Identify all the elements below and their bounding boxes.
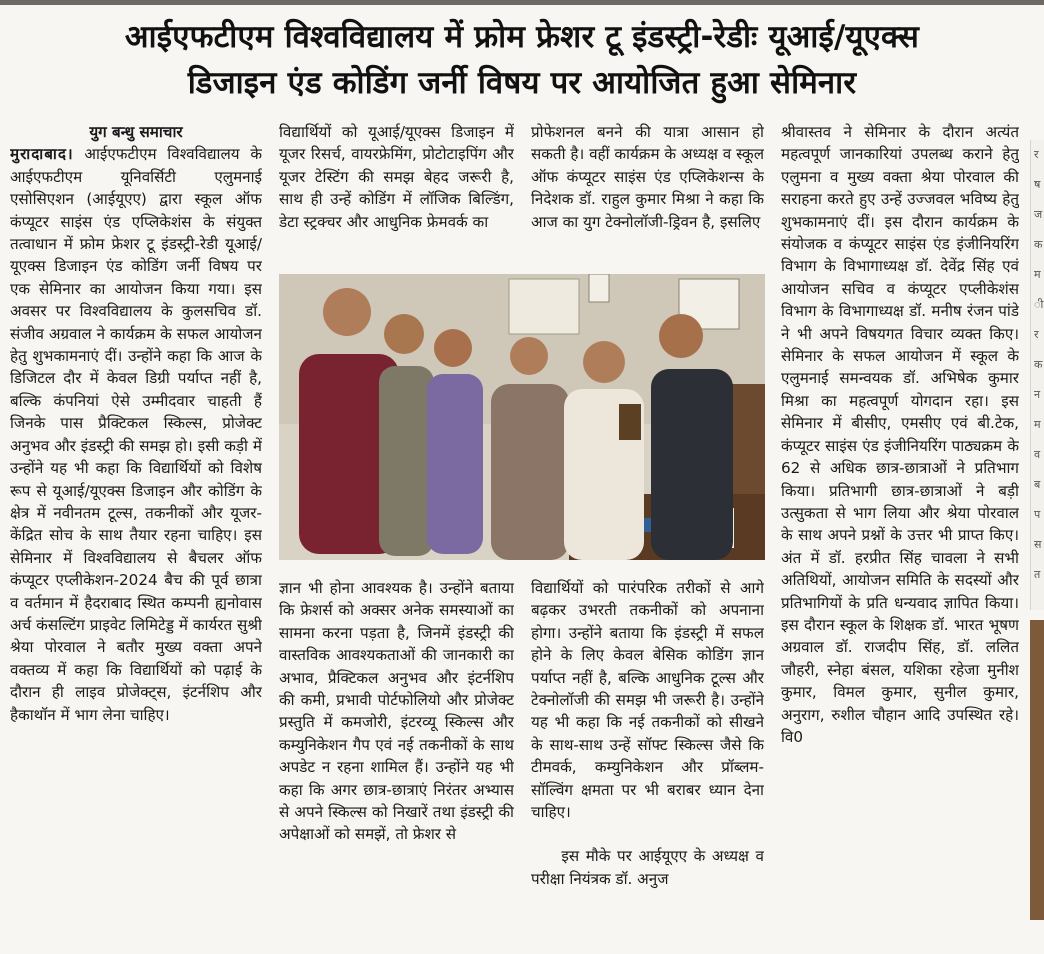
group-photo: [279, 274, 765, 560]
article-column-1: [10, 121, 262, 941]
headline: [0, 14, 1044, 106]
article-paragraph-1: [10, 143, 262, 726]
article-column-2-bottom: [279, 577, 514, 942]
article-text-col3-top: प्रोफेशनल बनने की यात्रा आसान हो सकती है। वहीं कार्यक्रम के अध्यक्ष व स्कूल ऑफ कंप्यूटर साइंस एंड एप्लिकेशन्स के निदेशक डॉ. राहुल कुमार मिश्रा ने कहा कि आज का युग टेक्नोलॉजी-ड्रिवन है, इसलिए: [531, 123, 764, 231]
article-column-3-top: [531, 121, 764, 267]
headline-line-1: आईएफटीएम विश्वविद्यालय में फ्रोम फ्रेशर टू इंडस्ट्री-रेडीः यूआई/यूएक्स: [124, 19, 920, 55]
headline-line-2: डिजाइन एंड कोडिंग जर्नी विषय पर आयोजित हुआ सेमिनार: [187, 65, 857, 101]
adjacent-photo-edge: [1030, 620, 1044, 920]
group-photo-icon: [279, 274, 765, 560]
article-column-3-bottom: [531, 577, 764, 942]
article-text-col2-top: विद्यार्थियों को यूआई/यूएक्स डिजाइन में यूजर रिसर्च, वायरफ्रेमिंग, प्रोटोटाइपिंग और यूजर टेस्टिंग की समझ बेहद जरूरी है, साथ ही उन्हें कोडिंग में लॉजिक बिल्डिंग, डेटा स्ट्रक्चर और आधुनिक फ्रेमवर्क का: [279, 123, 514, 231]
top-edge-strip: [0, 0, 1044, 5]
article-text-col3-bottom-2: [531, 845, 764, 890]
dateline: मुरादाबाद।: [10, 145, 74, 164]
article-text-col4: श्रीवास्तव ने सेमिनार के दौरान अत्यंत महत्वपूर्ण जानकारियां उपलब्ध कराने हेतु एलुमना व मुख्य वक्ता श्रेया पोरवाल की सराहना करते हुए उन्हें उज्जवल भविष्य हेतु शुभकामनाएं दीं। इस दौरान कार्यक्रम के संयोजक व कंप्यूटर साइंस एंड इंजीनियरिंग विभाग के विभागाध्यक्ष डॉ. देवेंद्र सिंह एवं आयोजन सचिव व कंप्यूटर एप्लीकेशंस विभाग के विभागाध्यक्ष डॉ. मनीष रंजन पांडे ने भी अपने विषयगत विचार व्यक्त किए। सेमिनार के सफल आयोजन में स्कूल के एलुमनाई समन्वयक डॉ. अभिषेक कुमार मिश्रा का महत्वपूर्ण योगदान रहा। इस सेमिनार में बीसीए, एमसीए एवं बी.टेक, कंप्यूटर साइंस एंड इंजीनियरिंग पाठ्यक्रम के 62 से अधिक छात्र-छात्राओं ने प्रतिभाग किया। प्रतिभागी छात्र-छात्राओं ने बड़ी उत्सुकता से भाग लिया और श्रेया पोरवाल के साथ अपने प्रश्नों के उत्तर भी प्राप्त किए। अंत में डॉ. हरप्रीत सिंह चावला ने सभी अतिथियों, आयोजन समिति के सदस्यों और प्रतिभागियों के प्रति धन्यवाद ज्ञापित किया। इस दौरान स्कूल के शिक्षक डॉ. भारत भूषण अग्रवाल डॉ. राजदीप सिंह, डॉ. ललित जौहरी, स्नेहा बंसल, यशिका रहेजा मुनीश कुमार, विमल कुमार, सुनील कुमार, अनुराग, रुशील चौहान आदि उपस्थित रहे। वि0: [781, 123, 1019, 746]
article-column-2-top: [279, 121, 514, 267]
article-column-4: [781, 121, 1019, 941]
article-text-col3-closing: इस मौके पर आईयूएए के अध्यक्ष व परीक्षा नियंत्रक डॉ. अनुज: [531, 847, 764, 888]
adjacent-article-edge: र ष ज क म ी र क न म व ब प स त: [1030, 140, 1044, 610]
article-text-col2-bottom: ज्ञान भी होना आवश्यक है। उन्होंने बताया कि फ्रेशर्स को अक्सर अनेक समस्याओं का सामना करना पड़ता है, जिनमें इंडस्ट्री की वास्तविक आवश्यकताओं की जानकारी का अभाव, प्रैक्टिकल अनुभव और इंटर्नशिप की कमी, प्रभावी पोर्टफोलियो और प्रोजेक्ट प्रस्तुति में कमजोरी, इंटरव्यू स्किल्स और कम्युनिकेशन गैप एवं नई तकनीकों के साथ अपडेट न रहना शामिल हैं। उन्होंने यह भी कहा कि अगर छात्र-छात्राएं निरंतर अभ्यास से अपने स्किल्स को निखारें तथा इंडस्ट्री की अपेक्षाओं को समझें, तो फ्रेशर से: [279, 579, 514, 844]
byline: युग बन्धु समाचार: [89, 123, 183, 141]
article-text-col1: आईएफटीएम विश्वविद्यालय के आईएफटीएम यूनिवर्सिटी एलुमनाई एसोसिएशन (आईयूएए) द्वारा स्कूल ऑफ कंप्यूटर साइंस एंड एप्लिकेशंस के संयुक्त तत्वाधान में फ्रोम फ्रेशर टू इंडस्ट्री-रेडी यूआई/यूएक्स डिजाइन एंड कोडिंग जर्नी विषय पर एक सेमिनार का आयोजन किया गया। इस अवसर पर विश्वविद्यालय के कुलसचिव डॉ. संजीव अग्रवाल ने कार्यक्रम के सफल आयोजन हेतु शुभकामनाएं दीं। उन्होंने कहा कि आज के डिजिटल दौर में केवल डिग्री पर्याप्त नहीं है, बल्कि कंपनियां ऐसे उम्मीदवार चाहती हैं जिनके पास प्रैक्टिकल स्किल्स, प्रोजेक्ट अनुभव और इंडस्ट्री की समझ हो। इसी कड़ी में उन्होंने यह भी कहा कि विद्यार्थियों को विशेष रूप से यूआई/यूएक्स डिजाइन और कोडिंग के क्षेत्र में नवीनतम टूल्स, तकनीकों और यूजर-केंद्रित सोच के साथ तैयार रहना चाहिए। इस सेमिनार में विश्वविद्यालय से बैचलर ऑफ कंप्यूटर एप्लीकेशन-2024 बैच की पूर्व छात्रा व वर्तमान में हैदराबाद स्थित कम्पनी ह्यनोवास अर्च कंसल्टिंग प्राइवेट लिमिटेड्ड में कार्यरत सुश्री श्रेया पोरवाल ने बतौर मुख्य वक्ता अपने वक्तव्य में कहा कि विद्यार्थियों को पढ़ाई के दौरान ही लाइव प्रोजेक्ट्स, इंटर्नशिप और हैकाथॉन में भाग लेना चाहिए।: [10, 145, 262, 724]
article-text-col3-bottom: विद्यार्थियों को पारंपरिक तरीकों से आगे बढ़कर उभरती तकनीकों को अपनाना होगा। उन्होंने बताया कि इंडस्ट्री में सफल होने के लिए केवल बेसिक कोडिंग ज्ञान पर्याप्त नहीं है, बल्कि आधुनिक टूल्स और टेक्नोलॉजी की समझ भी जरूरी है। उन्होंने यह भी कहा कि नई तकनीकों को सीखने के साथ-साथ उन्हें सॉफ्ट स्किल्स जैसे कि टीमवर्क, कम्युनिकेशन और प्रॉब्लम-सॉल्विंग क्षमता पर भी बराबर ध्यान देना चाहिए।: [531, 579, 764, 822]
